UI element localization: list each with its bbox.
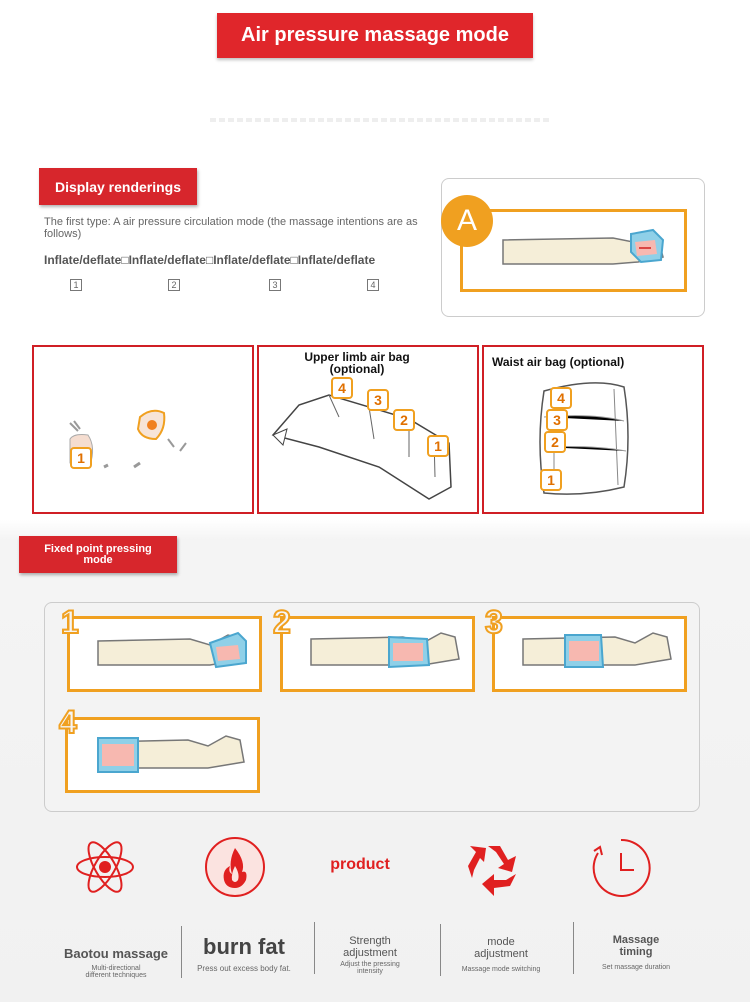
feature-burn-fat-subtitle: Press out excess body fat. <box>197 964 291 973</box>
fixed-mode-2-frame <box>280 616 475 692</box>
foot-tag-1: 1 <box>70 447 92 469</box>
foot-airbag-panel <box>32 345 254 514</box>
atom-icon <box>74 836 136 898</box>
waist-tag-4: 4 <box>550 387 572 409</box>
waist-belt-illustration <box>484 347 702 512</box>
upper-limb-airbag-panel <box>257 345 479 514</box>
waist-tag-2: 2 <box>544 431 566 453</box>
feature-mode-subtitle: Massage mode switching <box>461 966 541 973</box>
mode-description: The first type: A air pressure circulation mode (the massage intentions are as follows) <box>44 216 418 240</box>
foot-airbag-illustration <box>34 347 252 512</box>
feature-strength-subtitle: Adjust the pressing intensity <box>340 961 400 975</box>
upper-limb-title: Upper limb air bag (optional) <box>304 350 410 376</box>
display-renderings-label <box>39 168 197 205</box>
step-box-3: 3 <box>269 279 281 291</box>
step-box-4: 4 <box>367 279 379 291</box>
arm-tag-4: 4 <box>331 377 353 399</box>
feature-timing-subtitle: Set massage duration <box>601 964 671 971</box>
feature-timing <box>590 934 682 971</box>
leg-fixed-4 <box>68 720 257 790</box>
leg-illustration-frame-a <box>460 209 687 292</box>
feature-divider-4 <box>573 922 574 974</box>
clock-icon <box>590 837 652 899</box>
inflate-sequence: Inflate/deflate□Inflate/deflate□Inflate/deflate□Inflate/deflate <box>44 253 376 267</box>
feature-timing-title: Massage timing <box>612 934 660 958</box>
feature-burn-fat <box>184 934 304 973</box>
flame-icon <box>204 836 266 898</box>
step-box-1: 1 <box>70 279 82 291</box>
waist-tag-3: 3 <box>546 409 568 431</box>
leg-fixed-3 <box>495 619 684 689</box>
waist-airbag-panel <box>482 345 704 514</box>
fixed-mode-3-frame <box>492 616 687 692</box>
display-renderings-text: Display renderings <box>54 178 182 195</box>
feature-baotou-title: Baotou massage <box>63 946 169 961</box>
waist-title: Waist air bag (optional) <box>492 355 625 369</box>
fixed-mode-2-number: 2 <box>273 604 291 640</box>
leg-fixed-2 <box>283 619 472 689</box>
waist-tag-1: 1 <box>540 469 562 491</box>
arm-tag-1: 1 <box>427 435 449 457</box>
arm-tag-2: 2 <box>393 409 415 431</box>
fixed-point-label <box>19 536 177 573</box>
feature-strength <box>325 935 415 975</box>
feature-mode-title: mode adjustment <box>474 936 528 960</box>
page-title-banner <box>217 13 533 58</box>
product-icon: product <box>330 856 390 873</box>
feature-divider-1 <box>181 926 182 978</box>
feature-strength-title: Strength adjustment <box>343 935 397 959</box>
fixed-mode-4-frame <box>65 717 260 793</box>
fixed-mode-1-frame <box>67 616 262 692</box>
feature-divider-3 <box>440 924 441 976</box>
leg-illustration <box>463 212 684 289</box>
fixed-mode-3-number: 3 <box>485 604 503 640</box>
fixed-mode-4-number: 4 <box>59 704 77 740</box>
mode-a-badge: A <box>441 195 493 247</box>
fixed-point-text: Fixed point pressing mode <box>44 542 152 566</box>
feature-burn-fat-title: burn fat <box>203 934 285 959</box>
feature-divider-2 <box>314 922 315 974</box>
recycle-icon <box>464 838 524 898</box>
step-box-2: 2 <box>168 279 180 291</box>
arm-tag-3: 3 <box>367 389 389 411</box>
fixed-mode-1-number: 1 <box>61 604 79 640</box>
feature-baotou-subtitle: Multi-directional different techniques <box>85 965 147 979</box>
page-title: Air pressure massage mode <box>241 24 509 46</box>
leg-fixed-1 <box>70 619 259 689</box>
divider-line <box>210 118 552 122</box>
feature-baotou <box>60 946 172 979</box>
feature-mode <box>456 936 546 973</box>
